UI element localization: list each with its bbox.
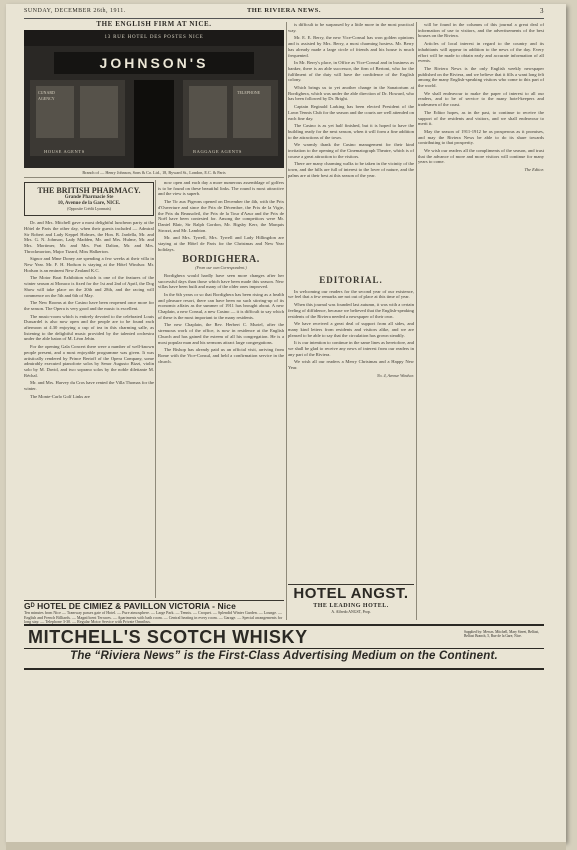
article-paragraph: Articles of local interest in regard to the country and its inhabitants will appear in addition to the news of the day. Every effort will be made to obtain early and accurate information of all events. <box>418 41 544 64</box>
article-paragraph: Dr. and Mrs. Mitchell gave a most delightful luncheon party at the Hôtel de Paris the other day, when their guests included — Admiral Sir Robert and Lady Keppel Holmes, the Hon. B. Jardella, Mr. and Mrs. G. N. Johnson, Lady Madden, Mr. and Mrs. Hulme, Mr. and Mrs. Mortimer, Mr. and Mrs. Prat Dalton, Mr. and Mrs. Throckmorton, Major Tizard, Miss Halkerton. <box>24 220 154 254</box>
pharmacy-sub: Grande Pharmacie Ste <box>64 195 114 200</box>
agency-tag: AGENCY <box>38 96 55 101</box>
telephone-tag: TELEPHONE <box>237 90 261 95</box>
house-agents-label: HOUSE AGENTS <box>44 149 85 154</box>
column-rule <box>416 22 417 620</box>
article-paragraph: In Mr. Berry's place, in Office as Vice-Consul and in business as banker, there is an able successor, the firm of Bertoni, who for the fulfilment of the duty will have the confidence of the English colony. <box>288 60 414 83</box>
article-paragraph: The Bishop has already paid us an official visit, arriving from Rome with the Vice-Consul, and held a confirmation service in the church. <box>158 347 284 364</box>
article-paragraph: The Monte-Carlo Golf Links are <box>30 393 90 399</box>
article-paragraph: will be found in the columns of this journal a great deal of information of use to visitors, and the advertisements of the best houses on the Riviera. <box>418 22 544 39</box>
advertising-banner: The “Riviera News” is the First-Class Advertising Medium on the Continent. <box>24 650 544 670</box>
editorial-paragraph: It is our intention to continue in the same lines as heretofore, and we shall be glad to receive any news of interest from our readers in any part of the Riviera. <box>288 340 414 357</box>
shopfront-photo <box>24 30 284 168</box>
article-paragraph: Captain Reginald Larking has been elected President of the Lawn Tennis Club for the season and the courts are well attended on each fine day. <box>288 104 414 121</box>
hotel-angst-ad <box>288 584 414 621</box>
shop-door <box>134 80 174 168</box>
article-paragraph: Mr. E. E. Berry, the new Vice-Consul has won golden opinions and is assisted by Mrs. Berry, a most charming hostess. Mr. Berry has already made a large circle of friends and his house is much frequented. <box>288 35 414 58</box>
photo-caption: Branch of — Henry Johnson, Sons & Co. Ltd., 18, Byward St., London, E.C. & Paris <box>82 170 226 175</box>
masthead <box>24 6 544 19</box>
shop-window-left <box>30 80 125 156</box>
editorial-paragraph: In welcoming our readers for the second year of our existence, we feel that a few remarks are not out of place at this time of year. <box>288 288 414 300</box>
article-paragraph: There are many charming walks to be taken in the vicinity of the town, and the hills are full of interest to the lover of nature, and the palms are at their best at this season of the year. <box>288 161 414 178</box>
masthead-date: SUNDAY, DECEMBER 26th, 1911. <box>24 8 126 14</box>
article-paragraph: For the opening Gala Concert there were a number of well-known people present, and a most enjoyable programme was given. It was artistically rendered by Prince Bertoff of the Opera Company, some admirably executed pianoforte solos by Senor Augusto Bizzi, violin solo by M. David, and two soprano solos by the noble dilettante M. Réchal. <box>24 344 154 378</box>
article-paragraph: is difficult to be surpassed by a little more in the most practical way. <box>288 22 414 33</box>
hotel-angst-title: HOTEL ANGST. <box>293 585 409 602</box>
article-paragraph: Mr. and Mrs. Harvey du Cros have rented the Villa Thomas for the winter. <box>24 380 154 392</box>
editorial-section <box>288 272 414 580</box>
hotel-angst-subtitle: THE LEADING HOTEL. <box>313 603 389 609</box>
column-rule <box>286 22 287 620</box>
editorial-paragraph: We have received a great deal of support from all sides, and many kind letters from residents and visitors alike, and we are pleased to be able to say that the circulation has grown steadily. <box>288 321 414 338</box>
whisky-ad <box>24 624 544 649</box>
article-paragraph: In the 6th years or so that Bordighera has been rising as a health and pleasure resort, there can have been no such stirring-up of its economic affairs as the summer of 1911 has brought about. A new Chaplain, a new Consul, a new Casino — it is difficult to say which of these is the most important to the many residents. <box>158 291 284 320</box>
column-1 <box>24 180 154 598</box>
street-sign: 13 RUE HOTEL DES POSTES NICE <box>24 30 284 46</box>
masthead-title: THE RIVIERA NEWS. <box>246 7 322 14</box>
whisky-note: Supplied by: Messrs. Mitchell, Mary Street, Belfast, Belfast Branch, 5, Rue de la Gare, Nice. <box>464 630 540 639</box>
hotel-cimiez-title: Gᴰ HOTEL DE CIMIEZ & PAVILLON VICTORIA - Nice <box>24 601 236 611</box>
whisky-title: MITCHELL'S SCOTCH WHISKY <box>28 627 308 647</box>
shop-window-right <box>183 80 278 156</box>
pharmacy-address: 10, Avenue de la Gare, NICE. <box>57 200 121 206</box>
pharmacy-title: THE BRITISH PHARMACY. <box>37 186 141 195</box>
column-2 <box>158 180 284 598</box>
editor-signoff: The Editor. <box>524 167 544 173</box>
baggage-agents-label: BAGGAGE AGENTS <box>193 149 243 154</box>
article-paragraph: The Tir aux Pigeons opened on December the 4th, with the Prix d'Ouverture and since the Prix de Décembre, the Prix de la Vigie, the Prix du Beausoleil, the Prix de la Tour d'Azur and the Prix de Noël have been contested for. Among the competitors were Mr. Daniel Blair, Sir Ralph Gordon, Mr. Bigsby Kerr, the Marquis Strozzi, and Mr. Lambton. <box>158 199 284 233</box>
pharmacy-ad <box>24 182 154 216</box>
article-paragraph: Bordighera would hardly have seen more changes after her successful days than those which have been made this season. New villas have been built and many of the older ones improved. <box>158 272 284 290</box>
hotel-angst-note: A. Alfredo ANGST, Prop. <box>331 610 371 614</box>
hotel-cimiez-ad <box>24 600 284 625</box>
column-rule <box>155 180 156 598</box>
store-name-sign: JOHNSON'S <box>54 52 254 74</box>
bordighera-subheading: (From our own Correspondent.) <box>195 265 247 271</box>
article-paragraph: The Casino is as yet half finished, but it is hoped to have the building ready for the next season, when it will form a fine addition to the attractions of the town. <box>288 123 414 140</box>
editorial-paragraph: When this journal was founded last autumn, it was with a certain feeling of diffidence, because we believed that the English-speaking residents of the Riviera needed a newspaper of their own. <box>288 302 414 319</box>
cunard-tag: CUNARD <box>38 90 55 95</box>
article-paragraph: We warmly thank the Casino management for their kind invitation to the opening of the Cinematograph Theatre, which is of course a great attraction to the visitors. <box>288 142 414 159</box>
editorial-paragraph: We wish all our readers a Merry Christmas and a Happy New Year. <box>288 359 414 371</box>
article-paragraph: The Riviera News is the only English weekly newspaper published on the Riviera, and we believe that it fills a want long felt among the many English-speaking visitors who come to this part of the world. <box>418 65 544 89</box>
article-paragraph: Signor and Mme Doney are spending a few weeks at their villa in New Year. Mr. F. H. Hodson is staying at the Hôtel Windsor. Mr. Hodson is an eminent New Zealand K.C. <box>24 256 154 273</box>
article-paragraph: We wish our readers all the compliments of the season, and trust that the advance of more and more visitors will continue for many years to come. <box>418 148 544 165</box>
article-paragraph: now open and each day a more numerous assemblage of golfers is to be found on these beautiful links. The round is most attractive and the view is superb. <box>158 180 284 197</box>
article-paragraph: The new Chaplain, the Rev. Herbert C. Muriel, after the strenuous work of the office, is now in residence at the English Church and has gained the esteem of all his congregation. He is a most popular man and his sermons attract large congregations. <box>158 322 284 345</box>
bordighera-heading: BORDIGHERA. <box>182 254 260 266</box>
pharmacy-note: (Opposite Crédit Lyonnais) <box>67 206 111 212</box>
page-number: 3 <box>540 7 544 15</box>
article-paragraph: May the season of 1911-1912 be as prosperous as it promises, and may the Riviera News be able to do its share towards contributing to that prosperity. <box>418 128 544 146</box>
editorial-signoff: No. 4, Avenue Windsor. <box>376 372 414 378</box>
article-paragraph: The music-room which is entirely devoted to the celebrated Louis Dussardel is also now open and the people are to be found each afternoon at 4.30 enjoying a cup of tea in this charming salle, as listening to the delightful music provided by the talented orchestra under the able baton of M. Léon Jehin. <box>24 313 154 342</box>
editorial-heading: EDITORIAL. <box>319 275 383 285</box>
divider <box>24 177 284 178</box>
column-4 <box>418 22 544 620</box>
page-bottom-edge <box>6 842 566 850</box>
hotel-cimiez-text: Ten minutes from Nice — Tramway passes gate of Hotel. — Pure atmosphere. — Large Park. — Tennis. — Croquet. — Splendid Winter Garden. — Lounge. — English and French Billiards. — Magnificent Terraces. — Apartments with bath room. — Central heating in every room. — Garage. — Special arrangements for long stay. — Telephone 3-30. — Regular Motor Service with Private Omnibus. <box>24 610 283 625</box>
article-paragraph: Which brings us to yet another change in the Sanatorium at Bordighera, which was under the able direction of Dr. Howard, who has been followed by Dr. Bright. <box>288 85 414 102</box>
article-paragraph: The Motor Boat Exhibition which is one of the features of the winter season at Monaco is fixed for the 1st and 2nd of April, the Dog Show will take place on the 20th and 28th, and the racing will commence on the 5th and 6th of May. <box>24 275 154 298</box>
photo-headline: THE ENGLISH FIRM AT NICE. <box>96 20 212 28</box>
article-paragraph: We shall endeavour to make the paper of interest to all our readers, and to be of service to the many hotel-keepers and tradesmen of the coast. <box>418 90 544 108</box>
article-paragraph: The Editor hopes, as in the past, to continue to receive the support of the residents and visitors, and we shall endeavour to merit it. <box>418 109 544 127</box>
article-paragraph: Mr. and Mrs. Tyrrell, Mrs. Tyrrell and Lady Hillingdon are staying at the Hôtel de Paris for the Christmas and New Year holidays. <box>158 235 284 252</box>
article-paragraph: The New Rooms at the Casino have been reopened once more for the season. The Opera is very good and the music is excellent. <box>24 300 154 311</box>
